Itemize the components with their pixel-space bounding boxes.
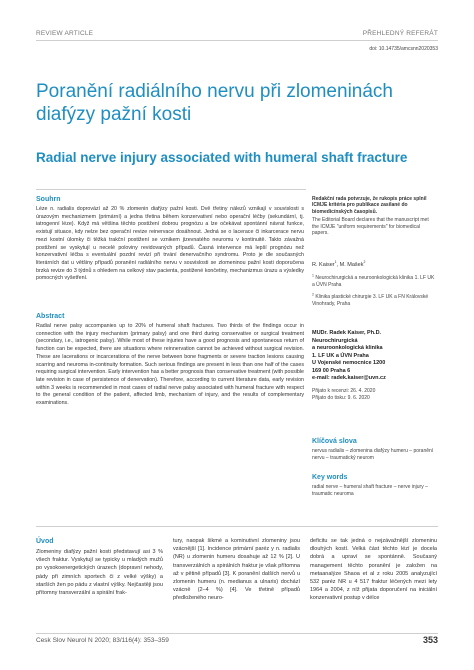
journal-citation: Cesk Slov Neurol N 2020; 83/116(4): 353–359 (36, 637, 169, 644)
correspondence-name: MUDr. Radek Kaiser, Ph.D. (312, 330, 382, 336)
abstract-text: Radial nerve palsy accompanies up to 20% of humeral shaft fractures. Two thirds of the findings occur in connection with the injury mechanism (primary palsy) and one third during conservative or surgical treatment (secondary, i.e., iatrogenic palsy). While most of these injuries have a good prognosis and spontaneous return of function can be expected, there are situations where reinnervation cannot be achieved without surgical revision. These are lacerations or incarcerations of the nerve between bone fragments or severe traction lesions causing scarring and neuroma in-continuity formation. Such serious findings are present in less than one half of the cases requiring surgical intervention. Early intervention has a better prognosis than conservative treatment (with possible late revision in case of persistence of denervation). Therefore, according to current literature data, early revision within 3 weeks is recommended in most cases of radial nerve palsy associated with humeral fracture with respect to the general condition of the patient, affected limb, mechanism of injury, and the results of complementary examinations. (36, 323, 304, 407)
editorial-note (312, 196, 436, 236)
keywords-cz-text: nervus radialis – zlomenina diafýzy humeru – poranění nervu – traumatický neurom (312, 448, 434, 461)
author-1: R. Kaiser (312, 262, 335, 268)
keywords-cz-heading: Klíčová slova (312, 438, 357, 445)
address-line: U Vojenské nemocnice 1200 (312, 360, 386, 366)
article-subtitle: Radial nerve injury associated with humeral shaft fracture (36, 150, 408, 165)
divider (36, 189, 306, 190)
correspondence-address (312, 330, 436, 383)
author-1-sup: 1 (334, 260, 337, 265)
affiliation-2-text: Klinika plastické chirurgie 3. LF UK a FN Královské Vinohrady, Praha (312, 294, 429, 307)
doi[interactable]: doi: 10.14735/amcsnn2020353 (369, 46, 438, 52)
running-header (36, 30, 438, 41)
authors (312, 262, 436, 268)
editorial-note-cz: Redakční rada potvrzuje, že rukopis práce splnil ICMJE kritéria pro publikace zasílané do biomedicínských časopisů. (312, 196, 427, 215)
souhrn-text: Léze n. radialis doprovází až 20 % zlomenin diafýzy pažní kosti. Dvě třetiny nálezů vznikají v souvislosti s úrazovým mechanizmem (primární) a jedna třetina během konzervativní nebo operační léčby (sekundární, tj. iatrogenní léze). Když má většina těchto postižení dobrou prognózu a lze očekávat spontánní návrat funkce, existují situace, kdy nelze bez operační revize reinervace dosáhnout. Jedná se o lacerace či inkarcerace nervu mezi kostní úlomky či těžká trakční postižení se vznikem jizevnatého neuromu v kontinuitě. Takto závažná postižení se vyskytují u necelé poloviny revidovaných případů. Časná intervence má lepší prognózu než konzervativní léčba s eventuální pozdní revizí při trvání denervačního syndromu. Proto je dle současných literárních dat u většiny případů poranění radiálního nervu v souvislosti se zlomeninou pažní kosti doporučena brzká revize do 3 týdnů s ohledem na celkový stav pacienta, postižené končetiny, mechanizmus úrazu a výsledky pomocných vyšetření. (36, 206, 304, 282)
article-type-en: REVIEW ARTICLE (36, 30, 94, 37)
affiliation-2 (312, 294, 436, 307)
address-line: a neuroonkologická klinika (312, 345, 383, 351)
address-line: 1. LF UK a ÚVN Praha (312, 352, 369, 359)
footer-divider (36, 633, 438, 634)
email-link[interactable]: e-mail: radek.kaiser@uvn.cz (312, 375, 386, 381)
uvod-column-3: deficitu se tak jedná o nejzávažnější zlomeninu dlouhých kostí. Velká část těchto lézí je docela dobrá a upraví se spontánně. Současný management těchto poranění je založen na metaanalýze Shaoa et al z roku 2005 analyzující 532 paréz NR u 4 517 fraktur léčených mezi lety 1964 a 2004, z níž přijata doporučení na iniciální konzervativní postup v délce (310, 538, 437, 602)
affiliation-2-num: 2 (312, 292, 314, 297)
uvod-column-1: Zlomeniny diafýzy pažní kosti představují asi 3 % všech fraktur. Vyskytují se typicky u mladých mužů po vysokoenergetických úrazech (dopravní nehody, pády při zimních sportech či z velké výšky) a starších žen po pádu z vlastní výšky. Nejčastěji jsou přítomny transverzální a spirální frak- (36, 549, 163, 597)
keywords-en-text: radial nerve – humeral shaft fracture – nerve injury – traumatic neuroma (312, 484, 428, 497)
affiliation-1-num: 1 (312, 273, 314, 278)
editorial-note-en: The Editorial Board declares that the manuscript met the ICMJE "uniform requirements" for biomedical papers. (312, 217, 429, 237)
address-line: Neurochirurgická (312, 337, 358, 344)
author-2: , M. Mašek (336, 262, 364, 268)
author-2-sup: 2 (363, 260, 366, 265)
date-received: Přijato k recenzi: 26. 4. 2020 (312, 388, 376, 394)
article-title: Poranění radiálního nervu při zlomeninách diafýzy pažní kosti (36, 81, 393, 125)
address-line: 169 00 Praha 6 (312, 367, 351, 374)
uvod-heading: Úvod (36, 538, 54, 545)
page-number: 353 (422, 635, 438, 645)
keywords-en-heading: Key words (312, 474, 348, 481)
abstract-heading: Abstract (36, 313, 65, 320)
affiliation-1 (312, 275, 436, 288)
date-accepted: Přijato do tisku: 9. 6. 2020 (312, 395, 370, 401)
article-type-cz: PŘEHLEDNÝ REFERÁT (362, 30, 438, 37)
dates (312, 388, 436, 402)
divider (36, 526, 438, 527)
uvod-column-2: tury, naopak šikmé a kominutivní zlomeniny jsou vzácnější [1]. Incidence primární paréz y n. radialis (NR) u zlomenin humeru dosahuje až 12 % [2]. U transverzálních a spirálních fraktur je však přítomna až v pětině případů [3]. K poranění dalších nervů u zlomenin humeru (n. medianus a ulnaris) dochází vzácně (2–4 %) [4]. Ve třetině případů předloženého neuro- (173, 538, 300, 602)
affiliation-1-text: Neurochirurgická a neuroonkologická klinika 1. LF UK a ÚVN Praha (312, 275, 435, 288)
souhrn-heading: Souhrn (36, 196, 61, 203)
